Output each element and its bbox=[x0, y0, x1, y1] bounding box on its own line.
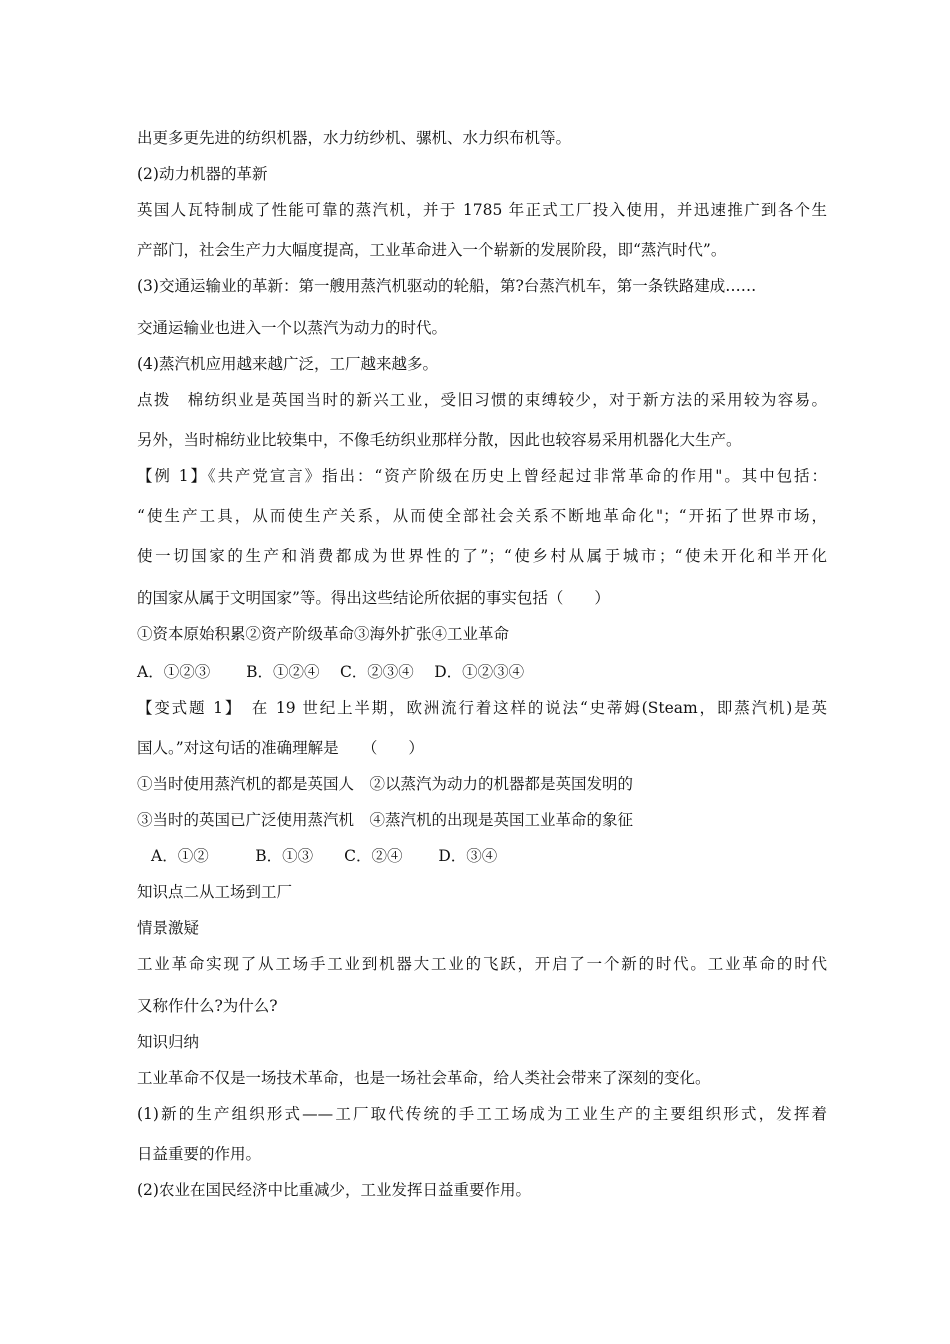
text-line: (1)新的生产组织形式——工厂取代传统的手工工场成为工业生产的主要组织形式，发挥着 bbox=[137, 1105, 827, 1123]
section-heading: 知识点二从工场到工厂 bbox=[137, 883, 293, 901]
text-line: 工业革命不仅是一场技术革命，也是一场社会革命，给人类社会带来了深刻的变化。 bbox=[137, 1069, 711, 1087]
section-heading: (3)交通运输业的革新：第一艘用蒸汽机驱动的轮船，第?台蒸汽机车，第一条铁路建成…… bbox=[137, 277, 757, 295]
subsection-heading: 情景激疑 bbox=[137, 919, 200, 937]
section-heading: (4)蒸汽机应用越来越广泛，工厂越来越多。 bbox=[137, 355, 438, 373]
text-line: 出更多更先进的纺织机器，水力纺纱机、骡机、水力织布机等。 bbox=[137, 129, 572, 147]
example-heading: 【例 1】《共产党宣言》指出：“资产阶级在历史上曾经起过非常革命的作用"。其中包括： bbox=[137, 467, 827, 485]
text-line: 日益重要的作用。 bbox=[137, 1145, 262, 1163]
text-line: 另外，当时棉纺业比较集中，不像毛纺织业那样分散，因此也较容易采用机器化大生产。 bbox=[137, 431, 742, 449]
answer-choices: A．①② B．①③ C．②④ D．③④ bbox=[151, 847, 498, 865]
tip-line: 点拨 棉纺织业是英国当时的新兴工业，受旧习惯的束缚较少，对于新方法的采用较为容易。 bbox=[137, 391, 827, 409]
question-options: ①资本原始积累②资产阶级革命③海外扩张④工业革命 bbox=[137, 625, 510, 643]
text-line: 产部门，社会生产力大幅度提高，工业革命进入一个崭新的发展阶段，即“蒸汽时代”。 bbox=[137, 241, 727, 259]
subsection-heading: 知识归纳 bbox=[137, 1033, 200, 1051]
text-line: (2)农业在国民经济中比重减少，工业发挥日益重要作用。 bbox=[137, 1181, 531, 1199]
question-options: ①当时使用蒸汽机的都是英国人 ②以蒸汽为动力的机器都是英国发明的 bbox=[137, 775, 634, 793]
text-line: 国人。”对这句话的准确理解是 （ ） bbox=[137, 739, 424, 757]
text-line: 的国家从属于文明国家”等。得出这些结论所依据的事实包括（ ） bbox=[137, 589, 610, 607]
text-line: 工业革命实现了从工场手工业到机器大工业的飞跃，开启了一个新的时代。工业革命的时代 bbox=[137, 955, 827, 973]
answer-choices: A．①②③ B．①②④ C．②③④ D．①②③④ bbox=[137, 663, 525, 681]
variant-heading: 【变式题 1】 在 19 世纪上半期，欧洲流行着这样的说法“史蒂姆(Steam，即蒸汽机)是英 bbox=[137, 699, 827, 717]
text-line: 英国人瓦特制成了性能可靠的蒸汽机，并于 1785 年正式工厂投入使用，并迅速推广到各个生 bbox=[137, 201, 827, 219]
question-options: ③当时的英国已广泛使用蒸汽机 ④蒸汽机的出现是英国工业革命的象征 bbox=[137, 811, 634, 829]
text-line: 又称作什么?为什么? bbox=[137, 997, 278, 1015]
section-heading: (2)动力机器的革新 bbox=[137, 165, 268, 183]
text-line: 交通运输业也进入一个以蒸汽为动力的时代。 bbox=[137, 319, 448, 337]
text-line: “使生产工具，从而使生产关系，从而使全部社会关系不断地革命化"；“开拓了世界市场， bbox=[137, 507, 827, 525]
text-line: 使一切国家的生产和消费都成为世界性的了”；“使乡村从属于城市；“使未开化和半开化 bbox=[137, 547, 827, 565]
